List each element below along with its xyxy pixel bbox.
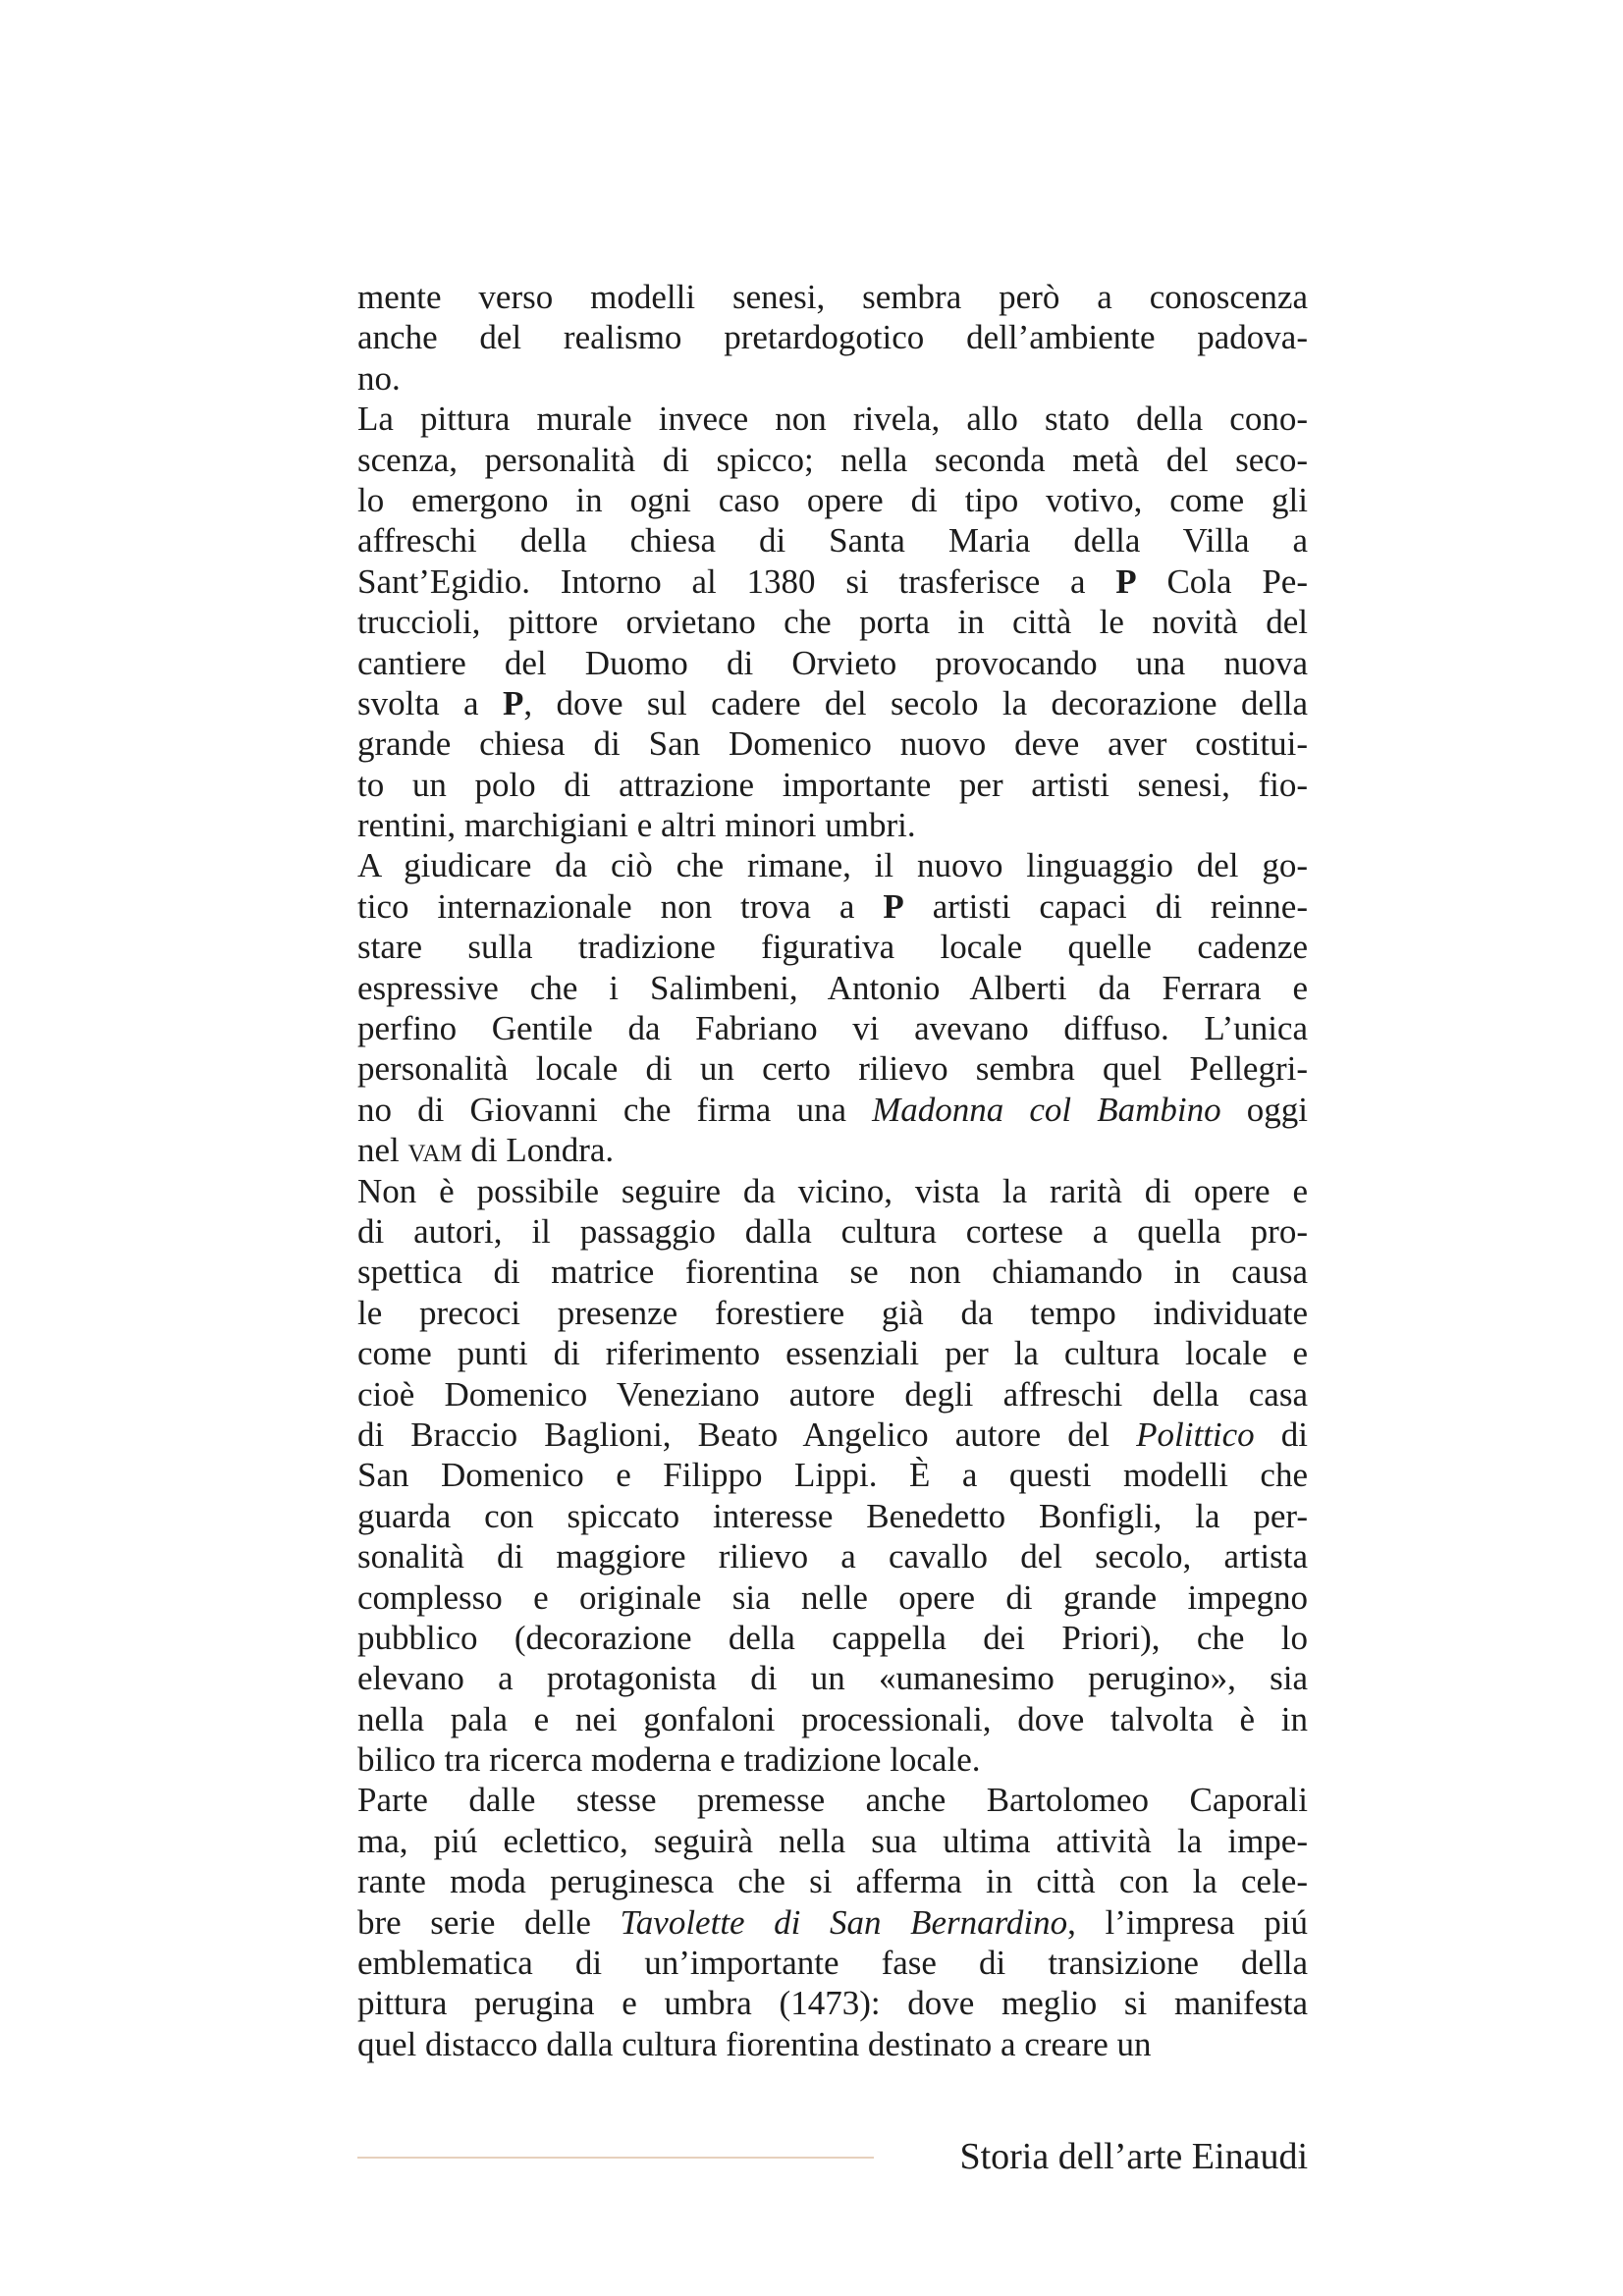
text-segment: espressive che i Salimbeni, Antonio Alberti da Ferrara e: [357, 968, 1308, 1007]
paragraph: [357, 399, 1308, 845]
text-segment: A giudicare da ciò che rimane, il nuovo linguaggio del go-: [357, 846, 1308, 885]
text-line: [357, 561, 1308, 602]
text-segment: cantiere del Duomo di Orvieto provocando una nuova: [357, 643, 1308, 682]
text-segment: La pittura murale invece non rivela, allo stato della cono-: [357, 400, 1308, 439]
text-line: [357, 1780, 1308, 1820]
text-segment: Non è possibile seguire da vicino, vista la rarità di opere e: [357, 1171, 1308, 1210]
text-segment: to un polo di attrazione importante per artisti senesi, fio-: [357, 765, 1308, 804]
text-line: [357, 805, 1308, 845]
text-line: [357, 1252, 1308, 1292]
text-segment: San Domenico e Filippo Lippi. È a questi modelli che: [357, 1456, 1308, 1495]
text-segment: rentini, marchigiani e altri minori umbri.: [357, 806, 916, 845]
text-line: [357, 1902, 1308, 1943]
text-line: [357, 317, 1308, 357]
text-line: [357, 277, 1308, 317]
paragraph: [357, 845, 1308, 1170]
text-line: [357, 602, 1308, 642]
italic-title: Madonna col Bambino: [872, 1090, 1221, 1129]
text-segment: di Braccio Baglioni, Beato Angelico autore del: [357, 1415, 1137, 1454]
text-segment: elevano a protagonista di un «umanesimo perugino», sia: [357, 1659, 1308, 1698]
text-segment: perfino Gentile da Fabriano vi avevano diffuso. L’unica: [357, 1009, 1308, 1048]
text-segment: oggi: [1220, 1090, 1309, 1129]
text-segment: spettica di matrice fiorentina se non chiamando in causa: [357, 1253, 1308, 1292]
text-line: [357, 1983, 1308, 2023]
bold-abbreviation: P: [1115, 561, 1137, 601]
text-line: [357, 1090, 1308, 1130]
text-segment: mente verso modelli senesi, sembra però a conoscenza: [357, 278, 1308, 316]
text-line: [357, 968, 1308, 1008]
paragraph: [357, 1171, 1308, 1781]
text-segment: Cola Pe-: [1136, 561, 1308, 601]
text-line: [357, 1333, 1308, 1373]
text-line: [357, 1171, 1308, 1211]
text-segment: ma, piú eclettico, seguirà nella sua ultima attività la impe-: [357, 1821, 1308, 1860]
paragraph: [357, 1780, 1308, 2064]
text-segment: sonalità di maggiore rilievo a cavallo del secolo, artista: [357, 1537, 1308, 1576]
text-segment: anche del realismo pretardogotico dell’ambiente padova-: [357, 318, 1308, 357]
text-segment: scenza, personalità di spicco; nella seconda metà del seco-: [357, 440, 1308, 479]
bold-abbreviation: P: [502, 683, 524, 722]
text-segment: le precoci presenze forestiere già da tempo individuate: [357, 1293, 1308, 1332]
text-line: [357, 1048, 1308, 1089]
text-line: [357, 1211, 1308, 1252]
text-segment: pubblico (decorazione della cappella dei Priori), che lo: [357, 1618, 1308, 1657]
text-segment: cioè Domenico Veneziano autore degli affreschi della casa: [357, 1374, 1308, 1414]
italic-title: Tavolette di San Bernardino: [620, 1902, 1068, 1942]
small-caps-abbreviation: vam: [407, 1131, 462, 1170]
page-footer: [357, 2132, 1308, 2181]
text-line: [357, 1739, 1308, 1780]
footer-rule: [357, 2157, 874, 2159]
text-line: [357, 2024, 1308, 2064]
text-segment: grande chiesa di San Domenico nuovo deve aver costitui-: [357, 724, 1308, 764]
text-segment: nella pala e nei gonfaloni processionali, dove talvolta è in: [357, 1699, 1308, 1738]
text-segment: di Londra.: [461, 1131, 615, 1170]
text-line: [357, 1536, 1308, 1576]
body-text: [357, 277, 1308, 2064]
text-segment: come punti di riferimento essenziali per la cultura locale e: [357, 1334, 1308, 1373]
text-segment: tico internazionale non trova a: [357, 886, 884, 926]
text-segment: Parte dalle stesse premesse anche Bartolomeo Caporali: [357, 1781, 1308, 1820]
bold-abbreviation: P: [883, 886, 904, 926]
text-segment: Sant’Egidio. Intorno al 1380 si trasferisce a: [357, 561, 1116, 601]
text-line: [357, 1008, 1308, 1048]
text-segment: , dove sul cadere del secolo la decorazione della: [523, 683, 1308, 722]
text-line: [357, 1455, 1308, 1495]
text-line: [357, 1821, 1308, 1861]
text-segment: stare sulla tradizione figurativa locale quelle cadenze: [357, 928, 1308, 967]
text-line: [357, 1577, 1308, 1618]
text-line: [357, 358, 1308, 399]
text-line: [357, 845, 1308, 885]
text-line: [357, 1943, 1308, 1983]
text-line: [357, 1699, 1308, 1739]
text-segment: no.: [357, 358, 401, 398]
text-line: [357, 1496, 1308, 1536]
text-line: [357, 765, 1308, 805]
text-line: [357, 440, 1308, 480]
text-segment: pittura perugina e umbra (1473): dove meglio si manifesta: [357, 1984, 1308, 2023]
text-line: [357, 399, 1308, 439]
text-segment: guarda con spiccato interesse Benedetto Bonfigli, la per-: [357, 1496, 1308, 1535]
text-line: [357, 886, 1308, 927]
text-line: [357, 520, 1308, 561]
text-segment: lo emergono in ogni caso opere di tipo votivo, come gli: [357, 480, 1308, 519]
text-segment: personalità locale di un certo rilievo sembra quel Pellegri-: [357, 1049, 1308, 1089]
text-segment: quel distacco dalla cultura fiorentina destinato a creare un: [357, 2024, 1152, 2063]
text-line: [357, 927, 1308, 967]
text-line: [357, 1618, 1308, 1658]
text-segment: affreschi della chiesa di Santa Maria della Villa a: [357, 521, 1308, 561]
text-line: [357, 1374, 1308, 1415]
text-segment: emblematica di un’importante fase di transizione della: [357, 1944, 1308, 1983]
text-segment: bilico tra ricerca moderna e tradizione locale.: [357, 1740, 981, 1780]
italic-title: Polittico: [1136, 1415, 1255, 1454]
paragraph: [357, 277, 1308, 399]
text-line: [357, 723, 1308, 764]
text-segment: di: [1254, 1415, 1308, 1454]
text-segment: no di Giovanni che firma una: [357, 1090, 873, 1129]
text-segment: nel: [357, 1131, 408, 1170]
text-segment: truccioli, pittore orvietano che porta in città le novità del: [357, 603, 1308, 642]
text-segment: artisti capaci di reinne-: [903, 886, 1308, 926]
text-line: [357, 1130, 1308, 1170]
text-segment: di autori, il passaggio dalla cultura cortese a quella pro-: [357, 1211, 1308, 1251]
text-line: [357, 683, 1308, 723]
text-line: [357, 643, 1308, 683]
text-line: [357, 1861, 1308, 1901]
text-segment: svolta a: [357, 683, 503, 722]
text-line: [357, 1293, 1308, 1333]
text-line: [357, 1658, 1308, 1698]
text-segment: , l’impresa piú: [1067, 1902, 1308, 1942]
footer-title: Storia dell’arte Einaudi: [959, 2136, 1308, 2177]
text-segment: complesso e originale sia nelle opere di grande impegno: [357, 1577, 1308, 1617]
text-line: [357, 1415, 1308, 1455]
text-segment: rante moda peruginesca che si afferma in città con la cele-: [357, 1862, 1308, 1901]
text-segment: bre serie delle: [357, 1902, 621, 1942]
text-line: [357, 480, 1308, 520]
